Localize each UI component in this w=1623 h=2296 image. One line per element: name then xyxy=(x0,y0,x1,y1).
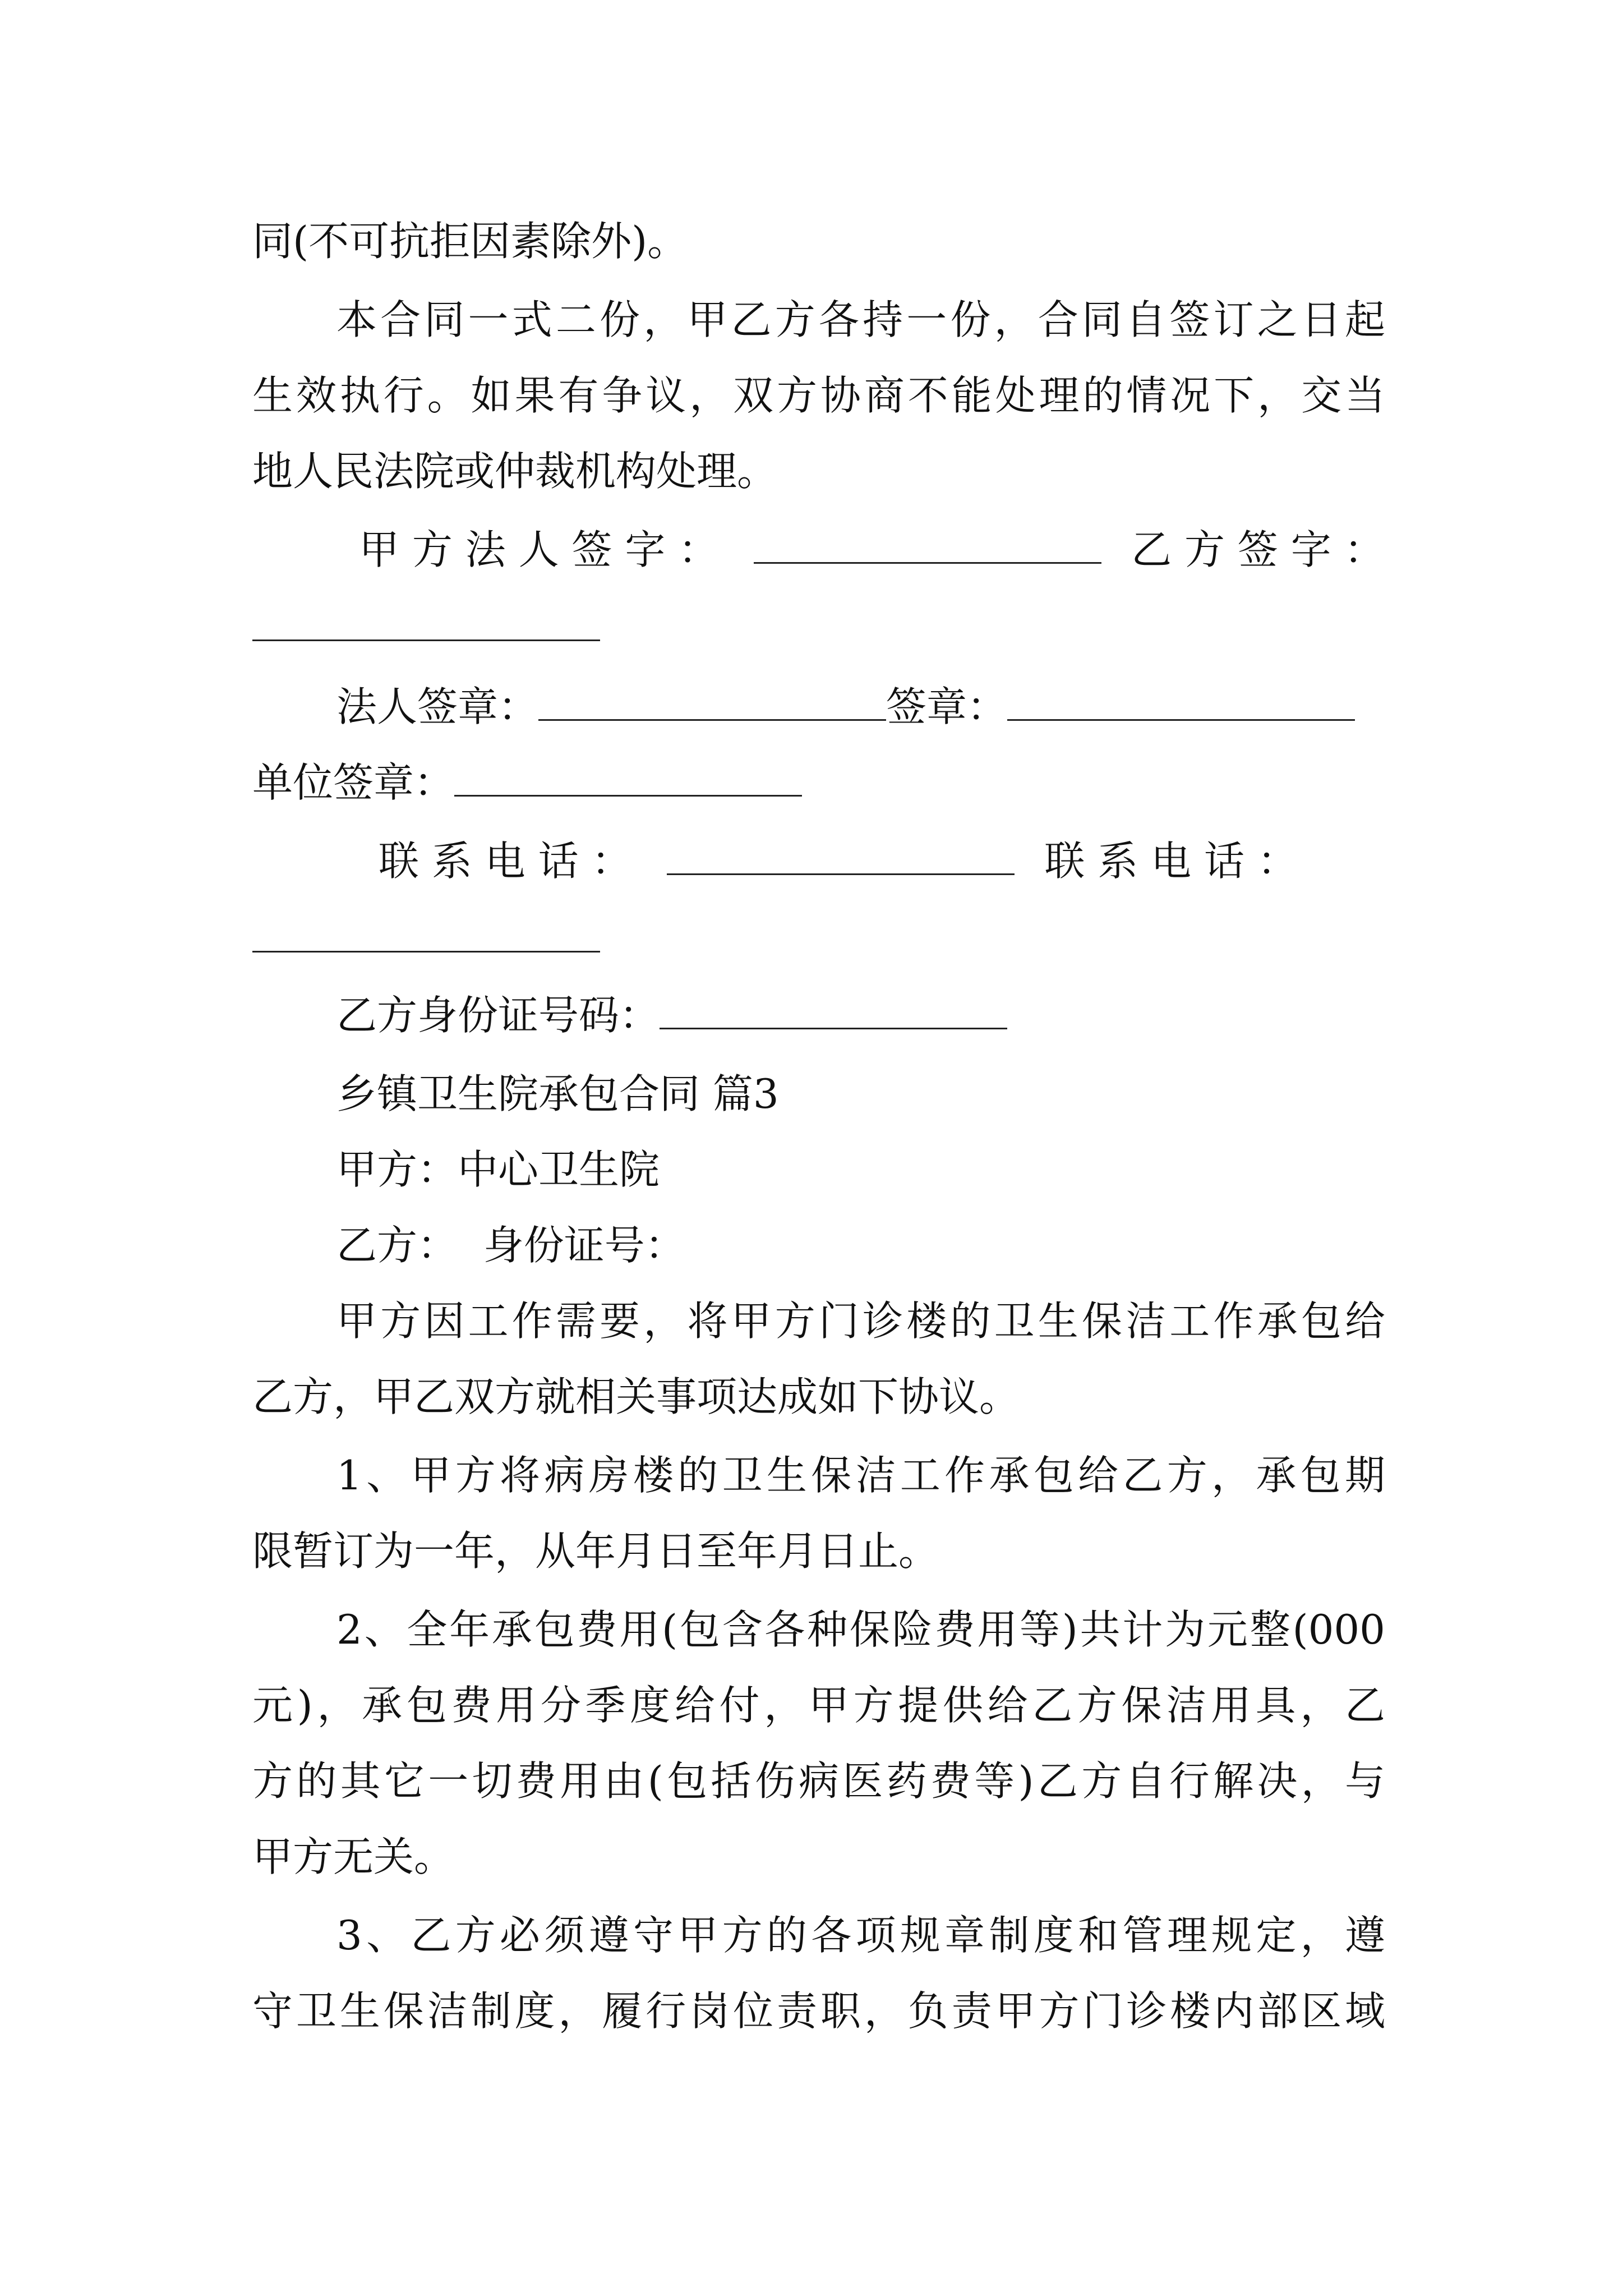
unit-seal-label: 单位签章： xyxy=(252,759,455,806)
paragraph-line: 限暂订为一年，从年月日至年月日止。 xyxy=(252,1527,939,1575)
section-heading: 乡镇卫生院承包合同 篇3 xyxy=(336,1070,779,1117)
paragraph-line: 同(不可抗拒因素除外)。 xyxy=(252,218,688,265)
paragraph-line: 甲方无关。 xyxy=(252,1833,455,1880)
party-a-legal-sign-label: 甲 方 法 人 签 字 ： xyxy=(359,526,719,573)
unit-seal-blank[interactable] xyxy=(454,756,802,797)
paragraph-line: 守卫生保洁制度，履行岗位责职，负责甲方门诊楼内部区域 xyxy=(252,1987,1385,2035)
seal-blank[interactable] xyxy=(1007,680,1355,721)
paragraph-line: 2、全年承包费用(包含各种保险费用等)共计为元整(000 xyxy=(336,1606,1385,1653)
legal-seal-blank[interactable] xyxy=(538,680,886,721)
party-b-signature-blank[interactable] xyxy=(252,639,600,641)
party-a-signature-blank[interactable] xyxy=(754,523,1101,564)
phone-a-blank[interactable] xyxy=(667,834,1015,875)
legal-seal-label: 法人签章： xyxy=(336,683,539,730)
paragraph-line: 本合同一式二份，甲乙方各持一份，合同自签订之日起 xyxy=(336,296,1385,343)
seal-row xyxy=(336,673,1385,740)
phone-b-blank[interactable] xyxy=(252,951,600,953)
paragraph-line: 方的其它一切费用由(包括伤病医药费等)乙方自行解决，与 xyxy=(252,1757,1385,1805)
paragraph-line: 元)，承包费用分季度给付，甲方提供给乙方保洁用具，乙 xyxy=(252,1682,1385,1729)
unit-seal-row xyxy=(252,749,1385,816)
paragraph-line: 3、乙方必须遵守甲方的各项规章制度和管理规定，遵 xyxy=(336,1912,1385,1959)
party-b-line: 乙方： 身份证号： xyxy=(336,1222,685,1269)
phone-b-label: 联 系 电 话 ： xyxy=(1044,838,1298,885)
paragraph-line: 生效执行。如果有争议，双方协商不能处理的情况下，交当 xyxy=(252,372,1385,419)
seal-label: 签章： xyxy=(886,683,1008,730)
paragraph-line: 甲方因工作需要，将甲方门诊楼的卫生保洁工作承包给 xyxy=(336,1297,1385,1345)
party-b-id-label: 乙方身份证号码： xyxy=(336,992,660,1039)
party-a-line: 甲方：中心卫生院 xyxy=(336,1146,660,1193)
paragraph-line: 地人民法院或仲裁机构处理。 xyxy=(252,448,778,495)
phone-a-label: 联 系 电 话 ： xyxy=(379,838,632,885)
phone-row xyxy=(379,827,1385,895)
paragraph-line: 乙方，甲乙双方就相关事项达成如下协议。 xyxy=(252,1373,1020,1420)
signature-row xyxy=(359,516,1385,583)
party-b-id-blank[interactable] xyxy=(660,988,1007,1029)
paragraph-line: 1、甲方将病房楼的卫生保洁工作承包给乙方，承包期 xyxy=(336,1452,1385,1499)
id-row xyxy=(336,982,1385,1049)
party-b-sign-label: 乙 方 签 字 ： xyxy=(1131,526,1385,573)
